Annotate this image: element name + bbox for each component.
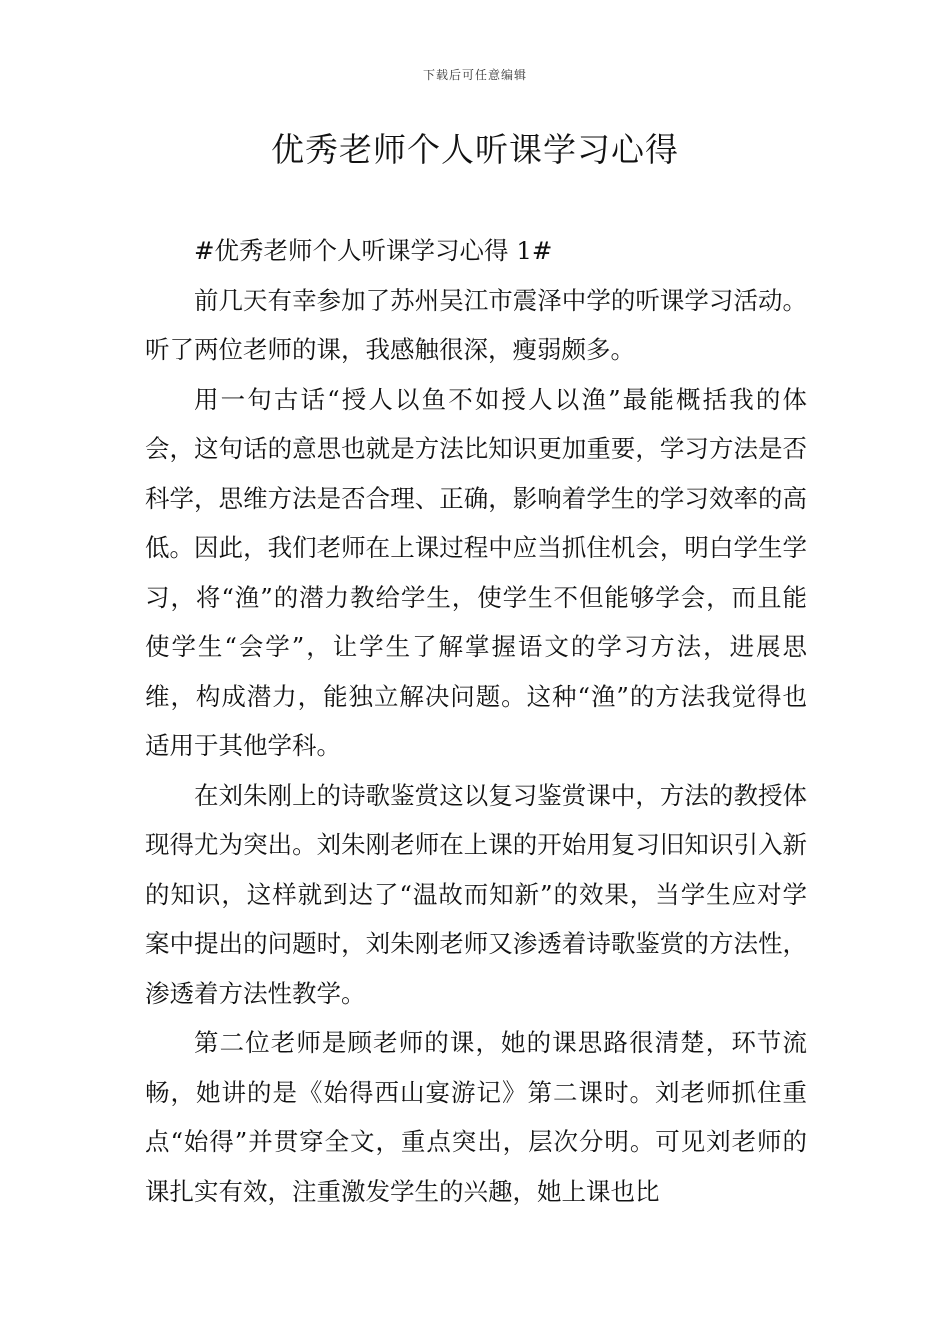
paragraph: 前几天有幸参加了苏州吴江市震泽中学的听课学习活动。听了两位老师的课，我感触很深，瘦弱颇多。 xyxy=(145,285,807,364)
paragraph: 用一句古话“授人以鱼不如授人以渔”最能概括我的体会，这句话的意思也就是方法比知识更加重要，学习方法是否科学，思维方法是否合理、正确，影响着学生的学习效率的高低。因此，我们老师在上课过程中应当抓住机会，明白学生学习，将“渔”的潜力教给学生，使学生不但能够学会，而且能使学生“会学”，让学生了解掌握语文的学习方法，进展思维，构成潜力，能独立解决问题。这种“渔”的方法我觉得也适用于其他学科。 xyxy=(145,384,807,760)
document-title: 优秀老师个人听课学习心得 xyxy=(271,130,679,169)
document-body xyxy=(145,226,807,1216)
paragraph: 在刘朱刚上的诗歌鉴赏这以复习鉴赏课中，方法的教授体现得尤为突出。刘朱刚老师在上课的开始用复习旧知识引入新的知识，这样就到达了“温故而知新”的效果，当学生应对学案中提出的问题时，刘朱刚老师又渗透着诗歌鉴赏的方法性，渗透着方法性教学。 xyxy=(145,780,807,1008)
section-heading: #优秀老师个人听课学习心得 1# xyxy=(194,236,553,265)
paragraph: 第二位老师是顾老师的课，她的课思路很清楚，环节流畅，她讲的是《始得西山宴游记》第二课时。刘老师抓住重点“始得”并贯穿全文，重点突出，层次分明。可见刘老师的课扎实有效，注重激发学生的兴趣，她上课也比 xyxy=(145,1028,807,1206)
header-note: 下载后可任意编辑 xyxy=(422,68,527,82)
